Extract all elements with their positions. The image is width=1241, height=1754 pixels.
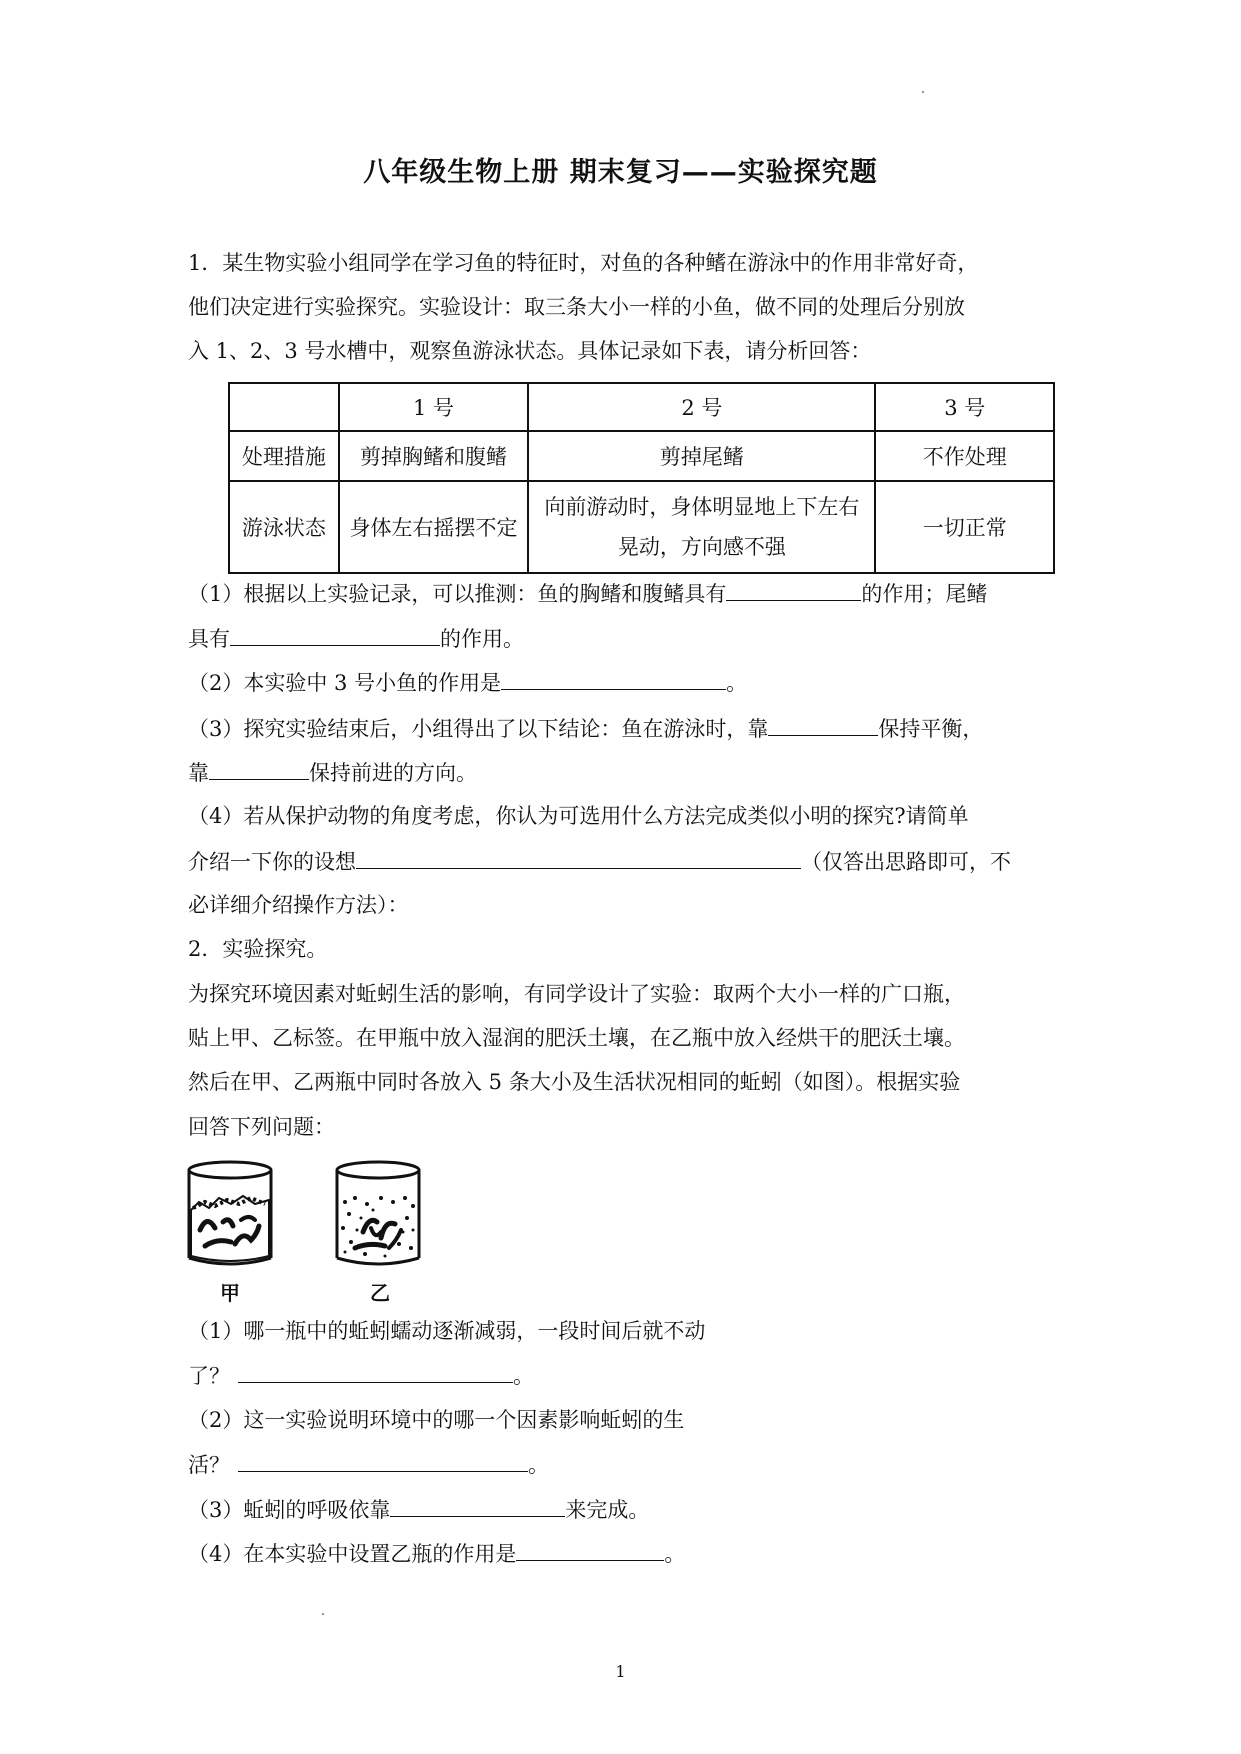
answer-blank[interactable]	[209, 757, 309, 780]
q1-sub-3	[188, 713, 983, 744]
q1-sub-3-text: 保持前进的方向。	[309, 761, 477, 785]
q2-heading: 2．实验探究。	[188, 937, 328, 961]
answer-blank[interactable]	[230, 623, 440, 646]
jar-b-illustration	[337, 1162, 419, 1264]
jar-b-label: 乙	[370, 1281, 390, 1305]
table-cell: 剪掉胸鳍和腹鳍	[339, 431, 529, 481]
q2-sub-1-cont	[188, 1360, 534, 1391]
q1-sub-2-text: 。	[726, 671, 748, 695]
q1-sub-4-cont2: 必详细介绍操作方法）：	[188, 893, 409, 917]
table-cell: 不作处理	[875, 431, 1054, 481]
q1-sub-4-cont	[188, 846, 1011, 877]
page-number: 1	[615, 1662, 626, 1681]
q1-sub-4-text: 介绍一下你的设想	[188, 850, 356, 874]
table-row	[229, 431, 1054, 481]
q1-sub-2-text: （2）本实验中 3 号小鱼的作用是	[188, 671, 502, 695]
table-cell: 剪掉尾鳍	[528, 431, 875, 481]
page-title: 八年级生物上册 期末复习——实验探究题	[363, 157, 878, 188]
answer-blank[interactable]	[726, 578, 861, 601]
q1-sub-4: （4）若从保护动物的角度考虑，你认为可选用什么方法完成类似小明的探究?请简单	[188, 804, 969, 828]
answer-blank[interactable]	[356, 846, 801, 869]
q2-sub-2-cont	[188, 1449, 549, 1480]
q2-sub-2: （2）这一实验说明环境中的哪一个因素影响蚯蚓的生	[188, 1408, 685, 1432]
table-cell	[528, 481, 875, 573]
table-row-label: 游泳状态	[229, 481, 339, 573]
q2-sub-2-text: 活？	[188, 1453, 230, 1477]
table-cell-line: 向前游动时，身体明显地上下左右	[544, 495, 860, 519]
q1-sub-2	[188, 667, 747, 698]
q2-sub-4	[188, 1538, 685, 1569]
q2-sub-3-text: 来完成。	[565, 1498, 650, 1522]
table-header-cell: 3 号	[875, 383, 1054, 431]
q2-intro-line-1: 为探究环境因素对蚯蚓生活的影响，有同学设计了实验：取两个大小一样的广口瓶，	[188, 982, 965, 1006]
answer-blank[interactable]	[238, 1449, 528, 1472]
answer-blank[interactable]	[238, 1360, 513, 1383]
q2-sub-3	[188, 1494, 649, 1525]
q1-sub-3-text: （3）探究实验结束后，小组得出了以下结论：鱼在游泳时，靠	[188, 717, 769, 741]
q1-sub-1-text: 的作用；尾鳍	[861, 582, 988, 606]
jar-a-illustration	[189, 1162, 271, 1264]
q2-sub-2-text: 。	[528, 1453, 549, 1477]
table-cell-line: 晃动，方向感不强	[617, 535, 786, 559]
table-header-cell	[229, 383, 339, 431]
table-header-cell: 2 号	[528, 383, 875, 431]
q2-sub-1-text: 。	[513, 1364, 534, 1388]
q2-sub-1-text: 了？	[188, 1364, 230, 1388]
q1-intro-line-2: 他们决定进行实验探究。实验设计：取三条大小一样的小鱼，做不同的处理后分别放	[188, 295, 965, 319]
q1-sub-1-cont	[188, 623, 524, 654]
q2-intro-line-4: 回答下列问题：	[188, 1115, 335, 1139]
table-header-cell: 1 号	[339, 383, 529, 431]
earthworm-jars-figure	[185, 1158, 445, 1288]
q2-intro-line-2: 贴上甲、乙标签。在甲瓶中放入湿润的肥沃土壤，在乙瓶中放入经烘干的肥沃土壤。	[188, 1026, 965, 1050]
q2-sub-1: （1）哪一瓶中的蚯蚓蠕动逐渐减弱，一段时间后就不动	[188, 1319, 706, 1343]
jar-a-label: 甲	[220, 1281, 240, 1305]
experiment-record-table	[228, 382, 1055, 574]
q1-sub-1-text: （1）根据以上实验记录，可以推测：鱼的胸鳍和腹鳍具有	[188, 582, 727, 606]
table-row-label: 处理措施	[229, 431, 339, 481]
q1-intro-line-3: 入 1、2、3 号水槽中，观察鱼游泳状态。具体记录如下表，请分析回答：	[188, 339, 872, 363]
scan-speck	[322, 1613, 324, 1615]
table-cell: 一切正常	[875, 481, 1054, 573]
scan-speck	[922, 91, 924, 93]
answer-blank[interactable]	[390, 1494, 565, 1517]
q1-sub-1-text: 具有	[188, 627, 230, 651]
q1-sub-1	[188, 578, 987, 609]
answer-blank[interactable]	[501, 667, 726, 690]
q1-sub-3-text: 保持平衡，	[878, 717, 984, 741]
q2-intro-line-3: 然后在甲、乙两瓶中同时各放入 5 条大小及生活状况相同的蚯蚓（如图）。根据实验	[188, 1070, 961, 1094]
answer-blank[interactable]	[768, 713, 878, 736]
q2-sub-4-text: 。	[664, 1542, 686, 1566]
q2-sub-3-text: （3）蚯蚓的呼吸依靠	[188, 1498, 391, 1522]
q1-sub-4-text: （仅答出思路即可，不	[801, 850, 1011, 874]
q1-sub-1-text: 的作用。	[440, 627, 524, 651]
table-header-row	[229, 383, 1054, 431]
answer-blank[interactable]	[516, 1538, 664, 1561]
table-cell: 身体左右摇摆不定	[339, 481, 529, 573]
q1-sub-3-text: 靠	[188, 761, 209, 785]
q1-intro-line-1: 1．某生物实验小组同学在学习鱼的特征时，对鱼的各种鳍在游泳中的作用非常好奇，	[188, 251, 979, 275]
table-row	[229, 481, 1054, 573]
q2-sub-4-text: （4）在本实验中设置乙瓶的作用是	[188, 1542, 517, 1566]
q1-sub-3-cont	[188, 757, 477, 788]
